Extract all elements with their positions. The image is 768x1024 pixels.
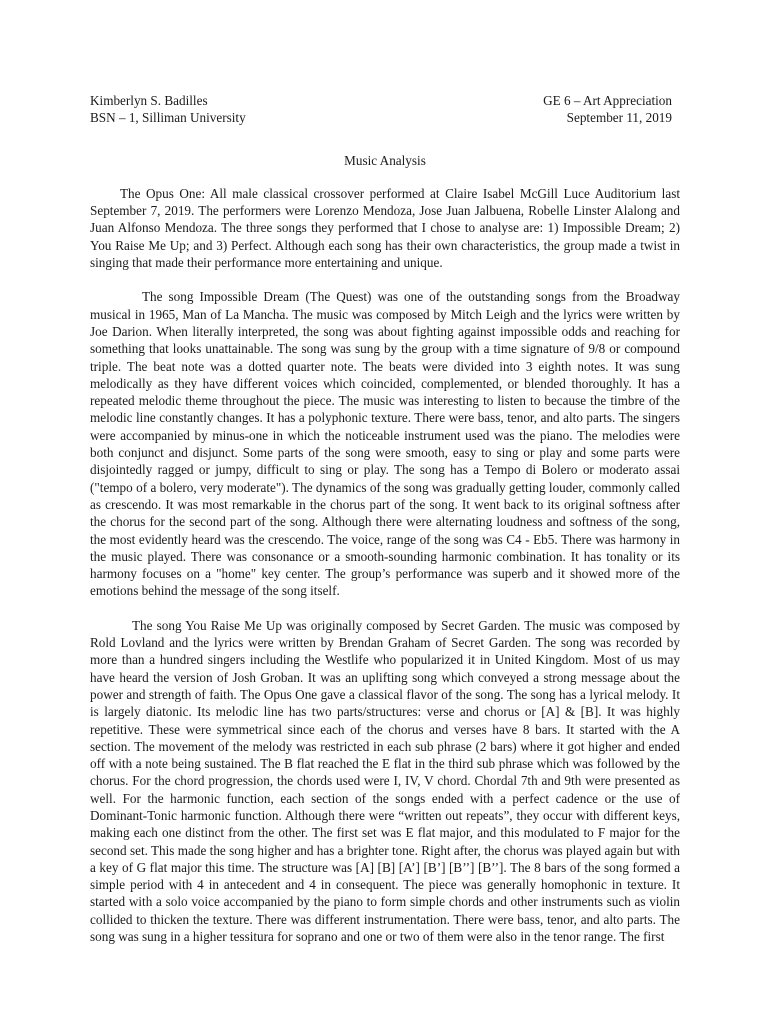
paragraph-you-raise-me-up: The song You Raise Me Up was originally composed by Secret Garden. The music was composed by Rold Lovland and the lyrics were written by Brendan Graham of Secret Garden. The song was recorded by more than a hundred singers including the Westlife who popularized it in United Kingdom. Most of us may have heard the version of Josh Groban. It was an uplifting song which conveyed a strong message about the power and strength of faith. The Opus One gave a classical flavor of the song. The song has a lyrical melody. It is largely diatonic. Its melodic line has two parts/structures: verse and chorus or [A] & [B]. It was highly repetitive. These were symmetrical since each of the chorus and verses have 8 bars. It started with the A section. The movement of the melody was restricted in each sub phrase (2 bars) where it got higher and ended off with a note being sustained. The B flat reached the E flat in the third sub phrase which was followed by the chorus. For the chord progression, the chords used were I, IV, V chord. Chordal 7th and 9th were presented as well. For the harmonic function, each section of the songs ended with a perfect cadence or the use of Dominant-Tonic harmonic function. Although there were “written out repeats”, they occur with different keys, making each one distinct from the other. The first set was E flat major, and this modulated to F major for the second set. This made the song higher and has a brighter tone. Right after, the chorus was played again but with a key of G flat major this time. The structure was [A] [B] [A’] [B’] [B’’] [B’’]. The 8 bars of the song formed a simple period with 4 in antecedent and 4 in consequent. The piece was generally homophonic in texture. It started with a solo voice accompanied by the piano to form simple chords and other instruments such as violin collided to thicken the texture. There was different instrumentation. There were bass, tenor, and alto parts. The song was sung in a higher tessitura for soprano and one or two of them were also in the tenor range. The first [90,617,680,945]
document-page [90,92,680,945]
header-right [543,92,680,127]
paragraph-intro: The Opus One: All male classical crossover performed at Claire Isabel McGill Luce Auditorium last September 7, 2019. The performers were Lorenzo Mendoza, Jose Juan Jalbuena, Robelle Linster Alalong and Juan Alfonso Mendoza. The three songs they performed that I chose to analyse are: 1) Impossible Dream; 2) You Raise Me Up; and 3) Perfect. Although each song has their own characteristics, the group made a twist in singing that made their performance more entertaining and unique. [90,185,680,271]
document-title: Music Analysis [344,152,426,168]
header-left [90,92,246,127]
paragraph-impossible-dream: The song Impossible Dream (The Quest) was one of the outstanding songs from the Broadway musical in 1965, Man of La Mancha. The music was composed by Mitch Leigh and the lyrics were written by Joe Darion. When literally interpreted, the song was about fighting against impossible odds and reaching for something that looks unattainable. The song was sung by the group with a time signature of 9/8 or compound triple. The beat note was a dotted quarter note. The beats were divided into 3 eighth notes. It was sung melodically as they have different voices which coincided, complemented, or blended thoroughly. It has a repeated melodic theme throughout the piece. The music was interesting to listen to because the timbre of the melodic line constantly changes. It has a polyphonic texture. There were bass, tenor, and alto parts. The singers were accompanied by minus-one in which the noticeable instrument used was the piano. The melodies were both conjunct and disjunct. Some parts of the song were smooth, easy to sing or play and some parts were disjointedly ragged or jumpy, difficult to sing or play. The song has a Tempo di Bolero or moderato assai ("tempo of a bolero, very moderate"). The dynamics of the song was gradually getting louder, commonly called as crescendo. It was most remarkable in the chorus part of the song. It went back to its original softness after the chorus for the second part of the song. Although there were alternating loudness and softness of the song, the most evidently heard was the crescendo. The voice, range of the song was C4 - Eb5. There was harmony in the music played. There was consonance or a smooth-sounding harmonic combination. It has tonality or its harmony focuses on a "home" key center. The group’s performance was superb and it showed more of the emotions behind the message of the song itself. [90,289,680,599]
document-date: September 11, 2019 [566,110,672,126]
author-name: Kimberlyn S. Badilles [90,93,208,108]
author-affiliation: BSN – 1, Silliman University [90,110,246,126]
course-name: GE 6 – Art Appreciation [543,93,672,108]
document-header [90,92,680,127]
